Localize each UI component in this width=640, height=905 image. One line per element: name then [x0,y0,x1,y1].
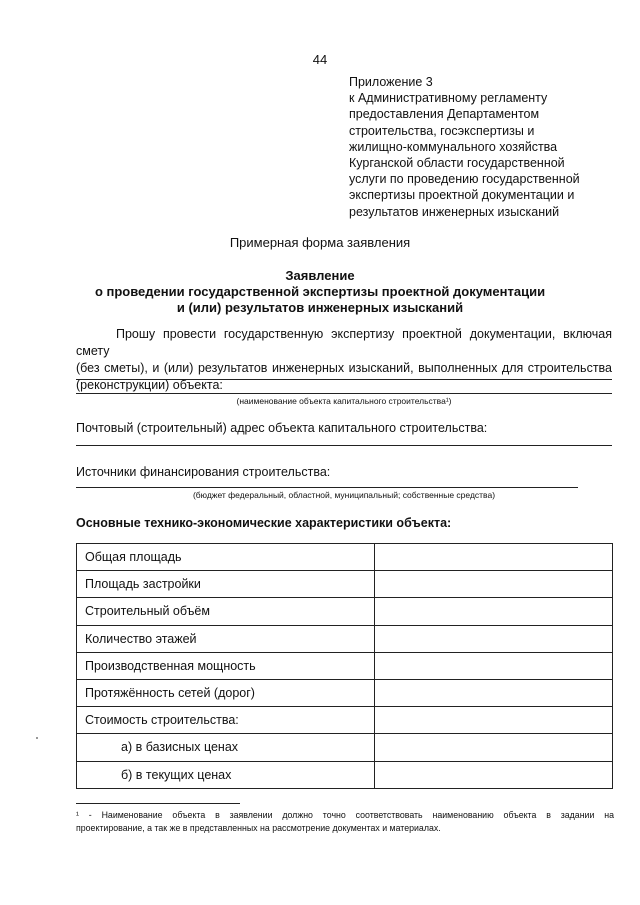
footnote-line: ¹ - Наименование объекта в заявлении должно точно соответствовать наименованию объекта в задании на [76,810,614,820]
footnote [76,809,614,834]
scan-speck [36,737,38,739]
funding-hint: (бюджет федеральный, областной, муниципальный; собственные средства) [192,490,496,500]
row-label: Стоимость строительства: [77,707,375,734]
appendix-header [349,74,599,220]
table-row [77,544,613,571]
funding-line[interactable] [76,487,578,488]
application-title-line: о проведении государственной экспертизы проектной документации [94,284,546,299]
object-name-hint: (наименование объекта капитального строительства¹) [236,396,452,406]
application-title-line: и (или) результатов инженерных изысканий [176,300,464,315]
row-value[interactable] [375,571,613,598]
request-paragraph [76,326,612,394]
table-row [77,571,613,598]
application-title-line: Заявление [285,268,355,283]
row-label: Общая площадь [77,544,375,571]
appendix-line: к Административному регламенту [349,91,548,106]
footnote-divider [76,803,240,804]
row-label: Строительный объём [77,598,375,625]
table-row [77,679,613,706]
row-value[interactable] [375,652,613,679]
request-line: (реконструкции) объекта: [76,378,223,392]
table-row [77,707,613,734]
row-value[interactable] [375,625,613,652]
appendix-line: предоставления Департаментом [349,107,540,122]
row-label: б) в текущих ценах [77,761,375,788]
appendix-line: строительства, госэкспертизы и [349,123,535,138]
characteristics-table [76,543,613,789]
appendix-line: Курганской области государственной [349,156,565,171]
sample-form-title: Примерная форма заявления [229,235,411,250]
row-value[interactable] [375,761,613,788]
object-name-line[interactable] [76,393,612,394]
row-value[interactable] [375,707,613,734]
row-label: а) в базисных ценах [77,734,375,761]
postal-address-label: Почтовый (строительный) адрес объекта капитального строительства: [76,421,488,435]
table-row [77,761,613,788]
footnote-line: проектирование, а так же в представленных на рассмотрение документах и материалах. [76,822,441,833]
appendix-line: услуги по проведению государственной [349,172,580,187]
row-value[interactable] [375,679,613,706]
row-value[interactable] [375,544,613,571]
request-line: Прошу провести государственную экспертизу проектной документации, включая смету [76,327,612,358]
appendix-line: жилищно-коммунального хозяйства [349,139,558,154]
page-number: 44 [312,52,328,67]
object-name-line[interactable] [76,379,612,380]
table-row [77,625,613,652]
row-label: Количество этажей [77,625,375,652]
row-value[interactable] [375,734,613,761]
funding-label: Источники финансирования строительства: [76,465,331,479]
table-row [77,598,613,625]
table-row [77,734,613,761]
application-title [0,268,640,316]
row-label: Производственная мощность [77,652,375,679]
characteristics-heading: Основные технико-экономические характеристики объекта: [76,516,452,530]
appendix-line: результатов инженерных изысканий [349,204,560,219]
table-row [77,652,613,679]
postal-address-line[interactable] [76,445,612,446]
appendix-line: Приложение 3 [349,75,433,89]
appendix-line: экспертизы проектной документации и [349,188,575,203]
row-value[interactable] [375,598,613,625]
row-label: Площадь застройки [77,571,375,598]
request-line: (без сметы), и (или) результатов инженерных изысканий, выполненных для строительства [76,361,612,375]
row-label: Протяжённость сетей (дорог) [77,679,375,706]
